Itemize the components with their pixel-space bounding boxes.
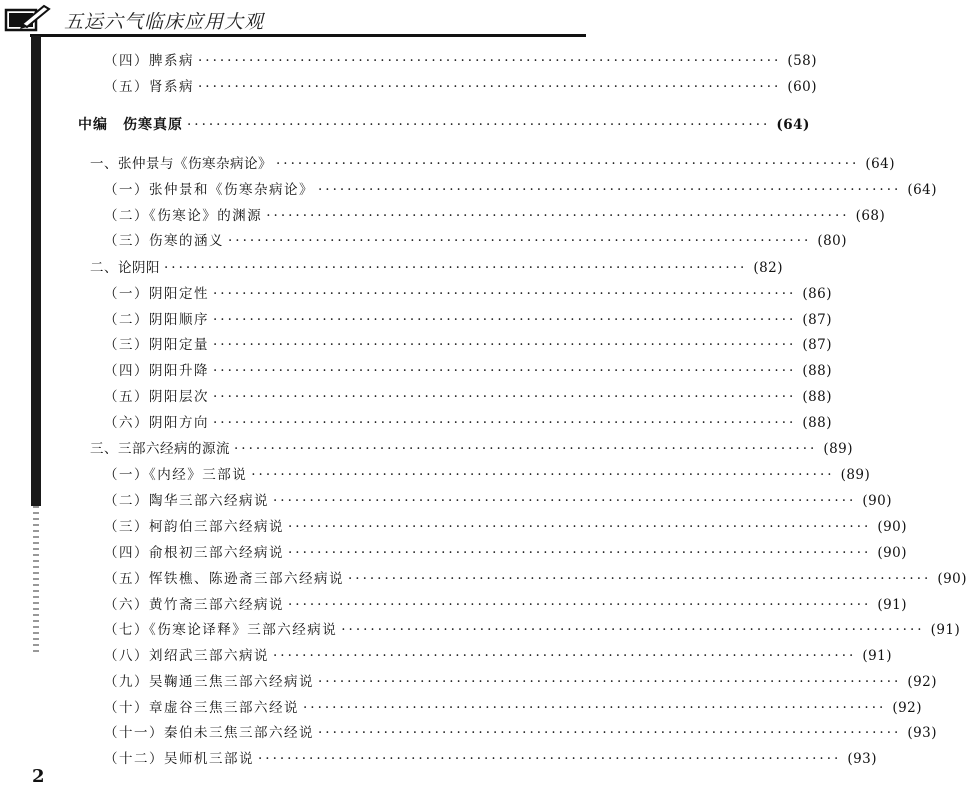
toc-leader-dots: ················································································: [258, 751, 842, 767]
toc-entry-page: (64): [907, 182, 938, 198]
toc-entry-label: 二、论阴阳: [90, 260, 160, 276]
page-number: 2: [32, 766, 45, 787]
toc-entry[interactable]: [104, 647, 893, 665]
toc-entry-page: (90): [877, 545, 908, 561]
toc-entry[interactable]: [104, 388, 833, 406]
toc-entry[interactable]: [104, 52, 818, 70]
toc-entry-page: (89): [840, 467, 871, 483]
toc-entry-page: (90): [877, 519, 908, 535]
toc-entry-page: (82): [753, 260, 784, 276]
toc-leader-dots: ················································································: [341, 622, 925, 638]
toc-entry[interactable]: [90, 155, 896, 173]
toc-entry-page: (88): [802, 363, 833, 379]
toc-entry[interactable]: [104, 181, 938, 199]
toc-leader-dots: ················································································: [213, 337, 797, 353]
toc-entry-page: (80): [817, 233, 848, 249]
toc-entry-page: (90): [862, 493, 893, 509]
toc-entry-label: （七）《伤寒论译释》三部六经病说: [104, 622, 338, 638]
toc-entry[interactable]: [104, 336, 833, 354]
toc-leader-dots: ················································································: [266, 208, 850, 224]
toc-entry-page: (93): [847, 751, 878, 767]
toc-entry-page: (87): [802, 337, 833, 353]
toc-entry-label: （十二）吴师机三部说: [104, 751, 254, 767]
toc-entry-label: （五）肾系病: [104, 79, 194, 95]
toc-entry-label: （一）《内经》三部说: [104, 467, 248, 483]
toc-entry-label: （六）阴阳方向: [104, 415, 209, 431]
toc-entry[interactable]: [90, 259, 784, 277]
toc-entry-label: （十）章虚谷三焦三部六经说: [104, 700, 299, 716]
toc-entry-label: 三、三部六经病的源流: [90, 441, 230, 457]
toc-entry-page: (88): [802, 389, 833, 405]
toc-entry[interactable]: [104, 724, 938, 742]
toc-entry[interactable]: [78, 116, 810, 134]
toc-entry-label: （八）刘绍武三部六病说: [104, 648, 269, 664]
toc-leader-dots: ················································································: [273, 648, 857, 664]
toc-entry-label: （六）黄竹斋三部六经病说: [104, 597, 284, 613]
toc-entry-page: (68): [855, 208, 886, 224]
toc-entry-page: (64): [865, 156, 896, 172]
toc-entry-page: (86): [802, 286, 833, 302]
toc-entry-page: (64): [776, 117, 810, 133]
toc-leader-dots: ················································································: [303, 700, 887, 716]
toc-leader-dots: ················································································: [318, 674, 902, 690]
toc-entry-page: (87): [802, 312, 833, 328]
toc-leader-dots: ················································································: [213, 389, 797, 405]
toc-entry-label: （二）阴阳顺序: [104, 312, 209, 328]
toc-entry-page: (92): [907, 674, 938, 690]
toc-entry-label: （五）恽铁樵、陈逊斋三部六经病说: [104, 571, 344, 587]
toc-entry[interactable]: [90, 440, 854, 458]
toc-entry-page: (90): [937, 571, 967, 587]
toc-entry-label: （十一）秦伯未三焦三部六经说: [104, 725, 314, 741]
toc-leader-dots: ················································································: [213, 312, 797, 328]
toc-entry-label: （五）阴阳层次: [104, 389, 209, 405]
toc-entry[interactable]: [104, 570, 967, 588]
toc-entry-label: （二）《伤寒论》的渊源: [104, 208, 263, 224]
toc-entry[interactable]: [104, 673, 938, 691]
toc-entry[interactable]: [104, 750, 878, 768]
toc-entry[interactable]: [104, 285, 833, 303]
toc-leader-dots: ················································································: [234, 441, 818, 457]
toc-leader-dots: ················································································: [251, 467, 835, 483]
toc-entry-label: 一、张仲景与《伤寒杂病论》: [90, 156, 272, 172]
toc-leader-dots: ················································································: [213, 415, 797, 431]
book-title: 五运六气临床应用大观: [64, 11, 265, 33]
toc-leader-dots: ················································································: [228, 233, 812, 249]
toc-leader-dots: ················································································: [198, 53, 782, 69]
toc-entry-label: （三）伤寒的涵义: [104, 233, 224, 249]
toc-entry-label: （九）吴鞠通三焦三部六经病说: [104, 674, 314, 690]
toc-leader-dots: ················································································: [318, 182, 902, 198]
toc-entry-label: 中编 伤寒真原: [78, 117, 183, 133]
toc-leader-dots: ················································································: [273, 493, 857, 509]
toc-entry-label: （一）阴阳定性: [104, 286, 209, 302]
toc-leader-dots: ················································································: [288, 519, 872, 535]
toc-leader-dots: ················································································: [198, 79, 782, 95]
toc-entry-page: (60): [787, 79, 818, 95]
toc-entry-label: （四）脾系病: [104, 53, 194, 69]
toc-entry[interactable]: [104, 518, 908, 536]
toc-leader-dots: ················································································: [276, 156, 860, 172]
toc-entry-label: （三）柯韵伯三部六经病说: [104, 519, 284, 535]
toc-leader-dots: ················································································: [318, 725, 902, 741]
toc-entry-page: (89): [823, 441, 854, 457]
toc-leader-dots: ················································································: [288, 597, 872, 613]
toc-leader-dots: ················································································: [213, 286, 797, 302]
toc-entry-page: (88): [802, 415, 833, 431]
toc-leader-dots: ················································································: [288, 545, 872, 561]
toc-entry-label: （二）陶华三部六经病说: [104, 493, 269, 509]
toc-entry[interactable]: [104, 699, 923, 717]
toc-leader-dots: ················································································: [187, 117, 771, 133]
toc-leader-dots: ················································································: [164, 260, 748, 276]
toc-entry-page: (58): [787, 53, 818, 69]
toc-entry[interactable]: [104, 492, 893, 510]
toc-leader-dots: ················································································: [348, 571, 932, 587]
toc-entry[interactable]: [104, 207, 886, 225]
toc-entry-page: (91): [862, 648, 893, 664]
toc-entry-label: （四）阴阳升降: [104, 363, 209, 379]
toc-entry-page: (91): [877, 597, 908, 613]
toc-entry[interactable]: [104, 596, 908, 614]
toc-leader-dots: ················································································: [213, 363, 797, 379]
toc-entry-page: (92): [892, 700, 923, 716]
toc-entry-label: （三）阴阳定量: [104, 337, 209, 353]
toc-entry[interactable]: [104, 311, 833, 329]
toc-entry[interactable]: [104, 414, 833, 432]
toc-entry[interactable]: [104, 621, 961, 639]
toc-entry[interactable]: [104, 466, 871, 484]
toc-entry-label: （一）张仲景和《伤寒杂病论》: [104, 182, 314, 198]
toc-entry[interactable]: [104, 362, 833, 380]
toc-entry[interactable]: [104, 544, 908, 562]
toc-entry[interactable]: [104, 232, 848, 250]
toc-entry-page: (91): [930, 622, 961, 638]
toc-entry-page: (93): [907, 725, 938, 741]
toc-entry[interactable]: [104, 78, 818, 96]
toc-entry-label: （四）俞根初三部六经病说: [104, 545, 284, 561]
